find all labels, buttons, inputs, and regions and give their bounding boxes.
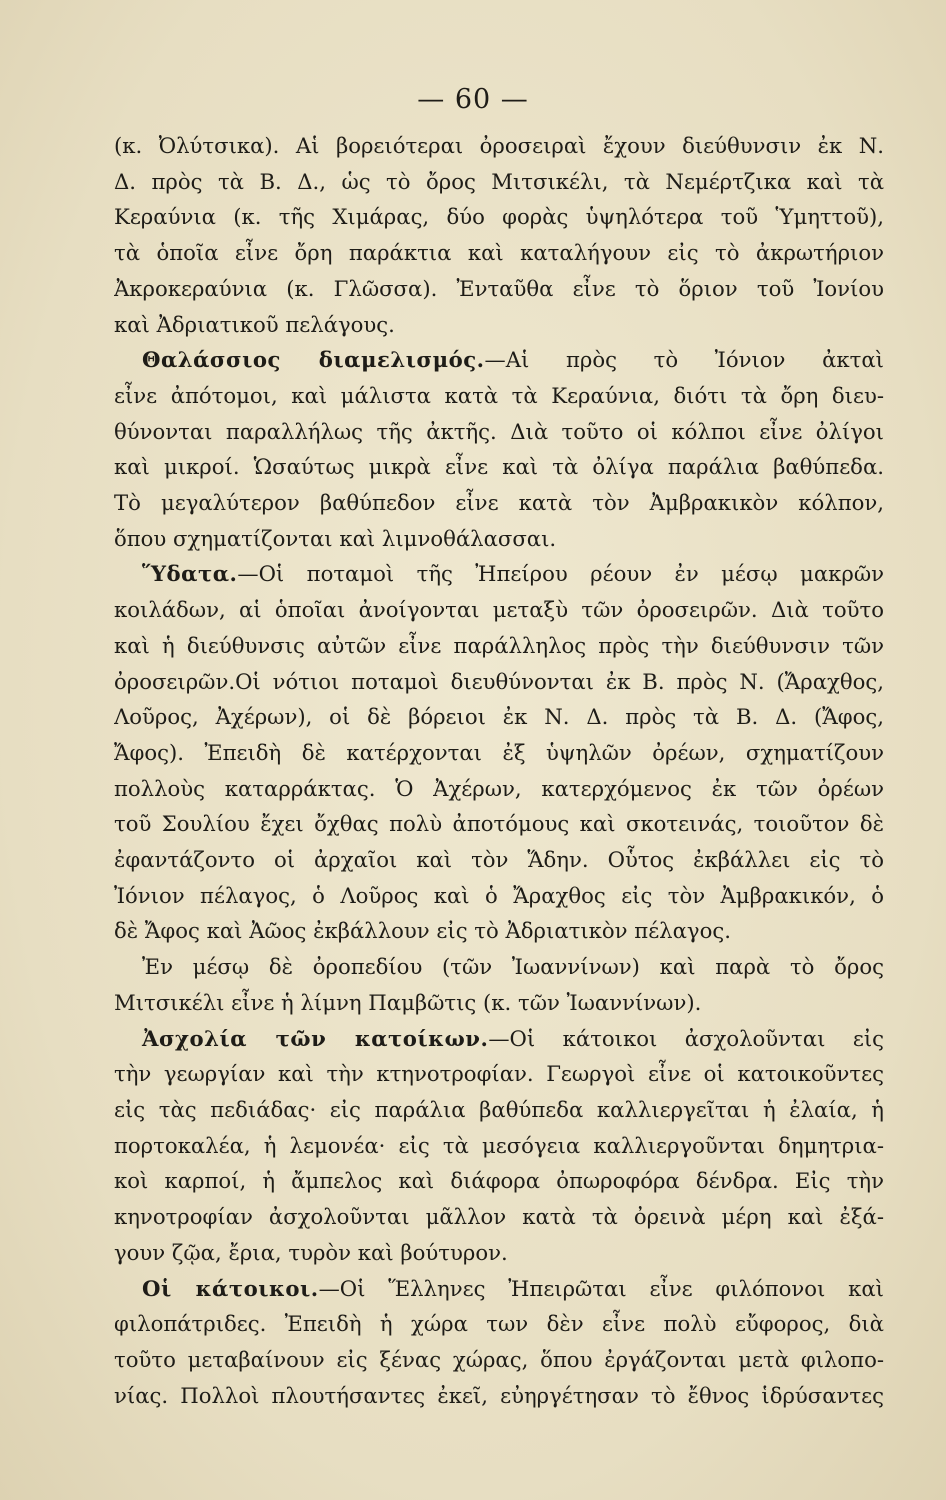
text-line bbox=[114, 235, 884, 271]
text-line bbox=[114, 1128, 884, 1164]
body-text bbox=[114, 128, 884, 1413]
line-text: τὴν γεωργίαν καὶ τὴν κτηνοτροφίαν. Γεωργοὶ εἶνε οἱ κατοικοῦντες bbox=[114, 1061, 884, 1087]
text-line bbox=[114, 878, 884, 914]
line-text: πολλοὺς καταρράκτας. Ὁ Ἀχέρων, κατερχόμενος ἐκ τῶν ὀρέων bbox=[114, 775, 884, 801]
text-line bbox=[114, 521, 884, 557]
text-line bbox=[114, 271, 884, 307]
line-text: Μιτσικέλι εἶνε ἡ λίμνη Παμβῶτις (κ. τῶν Ἰωαννίνων). bbox=[114, 989, 702, 1015]
line-text: κηνοτροφίαν ἀσχολοῦνται μᾶλλον κατὰ τὰ ὀρεινὰ μέρη καὶ ἐξά- bbox=[114, 1204, 884, 1230]
text-line bbox=[114, 664, 884, 700]
text-line bbox=[114, 414, 884, 450]
line-text: νίας. Πολλοὶ πλουτήσαντες ἐκεῖ, εὐηργέτησαν τὸ ἔθνος ἱδρύσαντες bbox=[114, 1382, 884, 1408]
line-text: Ἐν μέσῳ δὲ ὀροπεδίου (τῶν Ἰωαννίνων) καὶ παρὰ τὸ ὄρος bbox=[142, 954, 884, 980]
text-line bbox=[114, 1271, 884, 1307]
text-line bbox=[114, 699, 884, 735]
line-text: Ἰόνιον πέλαγος, ὁ Λοῦρος καὶ ὁ Ἄραχθος εἰς τὸν Ἀμβρακικόν, ὁ bbox=[114, 882, 884, 908]
line-text: τοῦ Σουλίου ἔχει ὄχθας πολὺ ἀποτόμους καὶ σκοτεινάς, τοιοῦτον δὲ bbox=[114, 811, 884, 837]
line-text: —Οἱ κάτοικοι ἀσχολοῦνται εἰς bbox=[488, 1025, 884, 1051]
section-heading: Ἀσχολία τῶν κατοίκων. bbox=[142, 1025, 489, 1051]
text-line bbox=[114, 985, 884, 1021]
line-text: τοῦτο μεταβαίνουν εἰς ξένας χώρας, ὅπου ἐργάζονται μετὰ φιλοπο- bbox=[114, 1346, 884, 1372]
line-text: καὶ μικροί. Ὡσαύτως μικρὰ εἶνε καὶ τὰ ὀλίγα παράλια βαθύπεδα. bbox=[114, 454, 884, 480]
text-line bbox=[114, 1056, 884, 1092]
text-line bbox=[114, 592, 884, 628]
line-text: θύνονται παραλλήλως τῆς ἀκτῆς. Διὰ τοῦτο οἱ κόλποι εἶνε ὀλίγοι bbox=[114, 418, 884, 444]
line-text: κοὶ καρποί, ἡ ἄμπελος καὶ διάφορα ὀπωροφόρα δένδρα. Εἰς τὴν bbox=[114, 1168, 884, 1194]
text-line bbox=[114, 628, 884, 664]
text-line bbox=[114, 735, 884, 771]
line-text: ὀροσειρῶν.Οἱ νότιοι ποταμοὶ διευθύνονται ἐκ Β. πρὸς Ν. (Ἄραχθος, bbox=[114, 668, 884, 694]
text-line bbox=[114, 485, 884, 521]
line-text: Τὸ μεγαλύτερον βαθύπεδον εἶνε κατὰ τὸν Ἀμβρακικὸν κόλπον, bbox=[114, 490, 884, 516]
page-number: — 60 — bbox=[417, 84, 529, 115]
text-line bbox=[114, 342, 884, 378]
text-line bbox=[114, 913, 884, 949]
text-line bbox=[114, 949, 884, 985]
text-line bbox=[114, 164, 884, 200]
section-heading: Ὕδατα. bbox=[142, 561, 238, 587]
line-text: φιλοπάτριδες. Ἐπειδὴ ἡ χώρα των δὲν εἶνε πολὺ εὔφορος, διὰ bbox=[114, 1311, 884, 1337]
line-text: Ἄφος). Ἐπειδὴ δὲ κατέρχονται ἐξ ὑψηλῶν ὀρέων, σχηματίζουν bbox=[114, 739, 884, 765]
text-line bbox=[114, 1092, 884, 1128]
line-text: ἐφαντάζοντο οἱ ἀρχαῖοι καὶ τὸν Ἅδην. Οὗτος ἐκβάλλει εἰς τὸ bbox=[114, 847, 884, 873]
text-line bbox=[114, 1306, 884, 1342]
line-text: καὶ Ἀδριατικοῦ πελάγους. bbox=[114, 311, 395, 337]
line-text: εἰς τὰς πεδιάδας· εἰς παράλια βαθύπεδα καλλιεργεῖται ἡ ἐλαία, ἡ bbox=[114, 1096, 884, 1122]
line-text: δὲ Ἄφος καὶ Ἀῶος ἐκβάλλουν εἰς τὸ Ἀδριατικὸν πέλαγος. bbox=[114, 918, 731, 944]
text-line bbox=[114, 307, 884, 343]
line-text: (κ. Ὀλύτσικα). Αἱ βορειότεραι ὀροσειραὶ ἔχουν διεύθυνσιν ἐκ Ν. bbox=[114, 133, 884, 158]
text-line bbox=[114, 199, 884, 235]
line-text: —Οἱ Ἕλληνες Ἠπειρῶται εἶνε φιλόπονοι καὶ bbox=[318, 1275, 884, 1301]
text-line bbox=[114, 449, 884, 485]
line-text: Λοῦρος, Ἀχέρων), οἱ δὲ βόρειοι ἐκ Ν. Δ. πρὸς τὰ Β. Δ. (Ἄφος, bbox=[114, 704, 884, 730]
text-line bbox=[114, 1235, 884, 1271]
line-text: κοιλάδων, αἱ ὁποῖαι ἀνοίγονται μεταξὺ τῶν ὀροσειρῶν. Διὰ τοῦτο bbox=[114, 597, 884, 623]
text-line bbox=[114, 1021, 884, 1057]
line-text: ὅπου σχηματίζονται καὶ λιμνοθάλασσαι. bbox=[114, 525, 557, 551]
line-text: γουν ζῷα, ἔρια, τυρὸν καὶ βούτυρον. bbox=[114, 1239, 508, 1265]
line-text: Κεραύνια (κ. τῆς Χιμάρας, δύο φορὰς ὑψηλότερα τοῦ Ὑμηττοῦ), bbox=[114, 204, 884, 230]
text-line bbox=[114, 128, 884, 164]
text-line bbox=[114, 842, 884, 878]
text-line bbox=[114, 1199, 884, 1235]
line-text: —Αἱ πρὸς τὸ Ἰόνιον ἀκταὶ bbox=[484, 347, 884, 373]
line-text: εἶνε ἀπότομοι, καὶ μάλιστα κατὰ τὰ Κεραύνια, διότι τὰ ὄρη διευ- bbox=[114, 382, 884, 408]
line-text: τὰ ὁποῖα εἶνε ὄρη παράκτια καὶ καταλήγουν εἰς τὸ ἀκρωτήριον bbox=[114, 240, 884, 266]
line-text: Δ. πρὸς τὰ Β. Δ., ὡς τὸ ὄρος Μιτσικέλι, τὰ Νεμέρτζικα καὶ τὰ bbox=[114, 168, 884, 194]
section-heading: Θαλάσσιος διαμελισμός. bbox=[142, 347, 485, 373]
text-line bbox=[114, 556, 884, 592]
section-heading: Οἱ κάτοικοι. bbox=[142, 1275, 319, 1301]
text-line bbox=[114, 771, 884, 807]
line-text: πορτοκαλέα, ἡ λεμονέα· εἰς τὰ μεσόγεια καλλιεργοῦνται δημητρια- bbox=[114, 1132, 884, 1158]
text-line bbox=[114, 1378, 884, 1414]
line-text: καὶ ἡ διεύθυνσις αὐτῶν εἶνε παράλληλος πρὸς τὴν διεύθυνσιν τῶν bbox=[114, 632, 884, 658]
line-text: —Οἱ ποταμοὶ τῆς Ἠπείρου ρέουν ἐν μέσῳ μακρῶν bbox=[237, 561, 884, 587]
line-text: Ἀκροκεραύνια (κ. Γλῶσσα). Ἐνταῦθα εἶνε τὸ ὅριον τοῦ Ἰονίου bbox=[114, 275, 884, 301]
text-line bbox=[114, 378, 884, 414]
text-line bbox=[114, 1342, 884, 1378]
text-line bbox=[114, 806, 884, 842]
text-line bbox=[114, 1163, 884, 1199]
